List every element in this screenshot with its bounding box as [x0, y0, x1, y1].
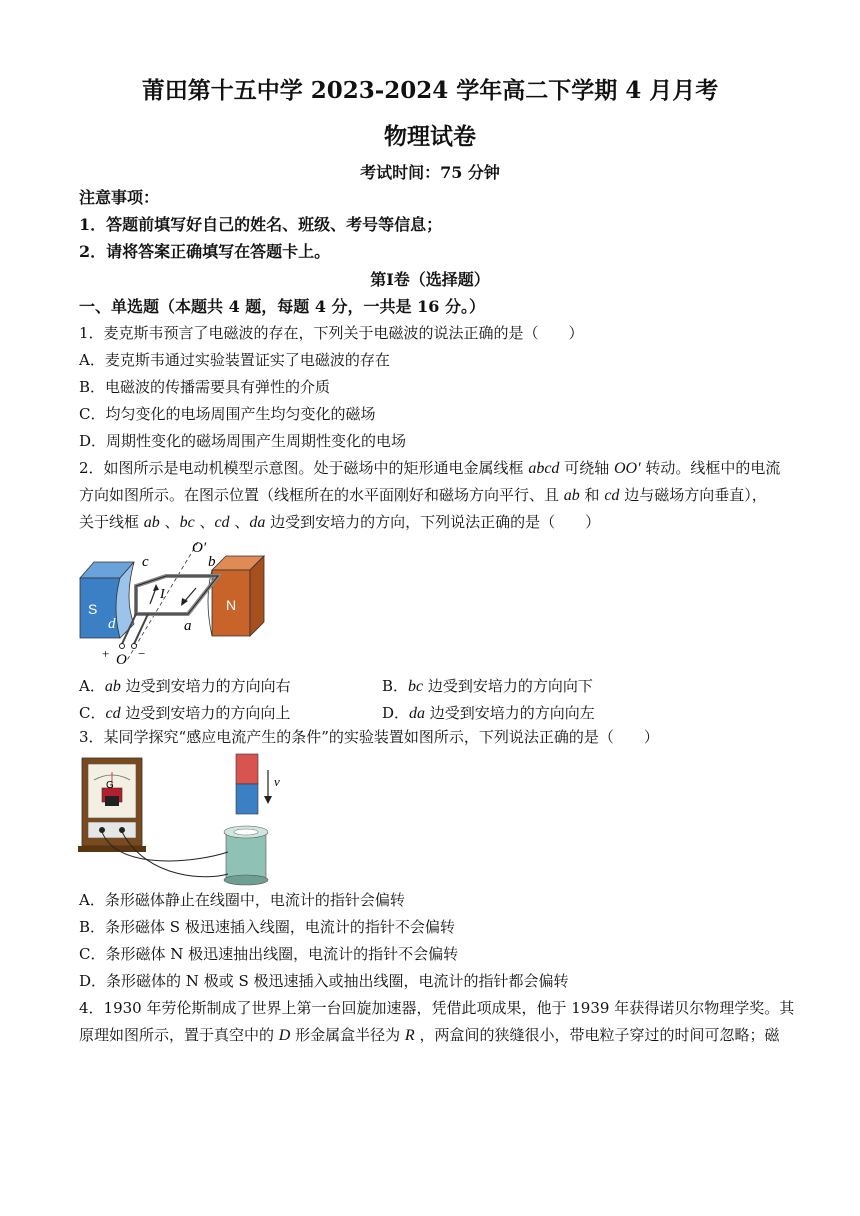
q4-text: 原理如图所示，置于真空中的 [79, 1026, 279, 1044]
q2-var: cd [604, 487, 620, 504]
q2-option-a [79, 675, 291, 696]
q2-var: OO′ [613, 460, 641, 477]
q2-stem-line-1 [79, 458, 789, 479]
q2-text: 和 [579, 486, 605, 504]
q2-text: 、 [229, 513, 250, 531]
q2-stem-line-3 [79, 512, 789, 533]
label-o-bottom: O [116, 652, 127, 668]
n-pole-side [250, 556, 264, 636]
q2-var: cd [214, 514, 230, 531]
label-c: c [142, 554, 149, 570]
label-plus: + [102, 646, 110, 661]
q2-option-d [382, 702, 595, 723]
galvanometer-base [88, 822, 136, 838]
volume-title: 第Ⅰ卷（选择题） [370, 270, 490, 289]
q2-text: 边受到安培力的方向，下列说法正确的是（ ） [265, 513, 601, 531]
q3-option-a: A．条形磁体静止在线圈中，电流计的指针会偏转 [79, 891, 405, 909]
q2-var: ab [563, 487, 580, 504]
option-prefix: D． [382, 704, 410, 722]
subject-title: 物理试卷 [384, 123, 476, 150]
q2-text: 边与磁场方向垂直）， [619, 486, 767, 504]
q2-var: da [249, 514, 266, 531]
bar-magnet-south [236, 784, 258, 814]
terminal-minus [132, 644, 137, 649]
induction-experiment-figure [78, 752, 278, 886]
q1-stem: 1．麦克斯韦预言了电磁波的存在，下列关于电磁波的说法正确的是（ ） [79, 324, 584, 342]
q4-line-2 [79, 1025, 789, 1046]
bar-magnet-north [236, 754, 258, 784]
label-minus: − [138, 646, 146, 661]
q2-var: abcd [528, 460, 560, 477]
label-o-top: O′ [192, 540, 207, 556]
q1-option-c: C．均匀变化的电场周围产生均匀变化的磁场 [79, 405, 376, 423]
q2-option-b [382, 675, 593, 696]
galvanometer-coil [105, 796, 119, 806]
q2-text: 可绕轴 [559, 459, 614, 477]
q2-text: 、 [159, 513, 180, 531]
label-d: d [108, 616, 116, 632]
q2-text: 2．如图所示是电动机模型示意图。处于磁场中的矩形通电金属线框 [79, 459, 529, 477]
q4-line-1: 4．1930 年劳伦斯制成了世界上第一台回旋加速器，凭借此项成果，他于 1939 年获得诺贝尔物理学奖。其 [79, 999, 795, 1017]
q4-text: ，两盒间的狭缝很小，带电粒子穿过的时间可忽略；磁 [414, 1026, 780, 1044]
option-text: 边受到安培力的方向向左 [425, 704, 595, 722]
option-prefix: A． [79, 677, 105, 695]
notes-heading: 注意事项： [79, 188, 160, 207]
option-text: 边受到安培力的方向向下 [423, 677, 593, 695]
label-g: G [106, 780, 114, 791]
label-s: S [88, 601, 98, 617]
section-title: 一、单选题（本题共 4 题，每题 4 分，一共是 16 分。） [79, 297, 485, 316]
option-var: bc [408, 678, 424, 695]
terminal-plus [120, 644, 125, 649]
q1-option-d: D．周期性变化的磁场周围产生周期性变化的电场 [79, 432, 407, 450]
velocity-arrowhead [264, 796, 272, 804]
option-prefix: B． [382, 677, 409, 695]
q2-text: 转动。线框中的电流 [640, 459, 781, 477]
q2-var: bc [179, 514, 195, 531]
option-text: 边受到安培力的方向向上 [120, 704, 291, 722]
option-var: ab [104, 678, 121, 695]
q3-option-c: C．条形磁体 N 极迅速抽出线圈，电流计的指针不会偏转 [79, 945, 459, 963]
solenoid-hole [234, 829, 258, 835]
q2-text: 方向如图所示。在图示位置（线框所在的水平面刚好和磁场方向平行、且 [79, 486, 564, 504]
note-item-2: 2．请将答案正确填写在答题卡上。 [79, 242, 331, 261]
solenoid-coil [226, 832, 266, 880]
q2-option-c [79, 702, 290, 723]
n-pole-curve [208, 570, 212, 636]
q2-text: 、 [194, 513, 215, 531]
q3-stem: 3．某同学探究“感应电流产生的条件”的实验装置如图所示，下列说法正确的是（ ） [79, 728, 659, 746]
option-var: da [409, 705, 426, 722]
q3-option-b: B．条形磁体 S 极迅速插入线圈，电流计的指针不会偏转 [79, 918, 455, 936]
label-b: b [208, 554, 216, 570]
exam-time: 考试时间：75 分钟 [360, 163, 500, 182]
motor-model-figure [76, 538, 266, 668]
option-prefix: C． [79, 704, 106, 722]
q1-option-a: A．麦克斯韦通过实验装置证实了电磁波的存在 [79, 351, 390, 369]
option-text: 边受到安培力的方向向右 [120, 677, 291, 695]
q3-option-d: D．条形磁体的 N 极或 S 极迅速插入或抽出线圈，电流计的指针都会偏转 [79, 972, 569, 990]
q4-text: 形金属盒半径为 [290, 1026, 405, 1044]
q2-text: 关于线框 [79, 513, 144, 531]
q2-var: ab [143, 514, 160, 531]
solenoid-bottom [224, 875, 268, 885]
current-arrowhead [153, 584, 159, 591]
q4-var: D [278, 1027, 291, 1044]
q1-option-b: B．电磁波的传播需要具有弹性的介质 [79, 378, 331, 396]
coil-loop-outline [136, 576, 218, 614]
option-var: cd [105, 705, 121, 722]
exam-title: 莆田第十五中学 2023-2024 学年高二下学期 4 月月考 [141, 77, 719, 104]
label-n: N [226, 597, 237, 613]
label-v: v [274, 774, 280, 789]
note-item-1: 1．答题前填写好自己的姓名、班级、考号等信息； [79, 215, 443, 234]
q2-stem-line-2 [79, 485, 789, 506]
q4-var: R [404, 1027, 415, 1044]
label-a: a [184, 618, 192, 634]
label-i: I [160, 587, 165, 602]
